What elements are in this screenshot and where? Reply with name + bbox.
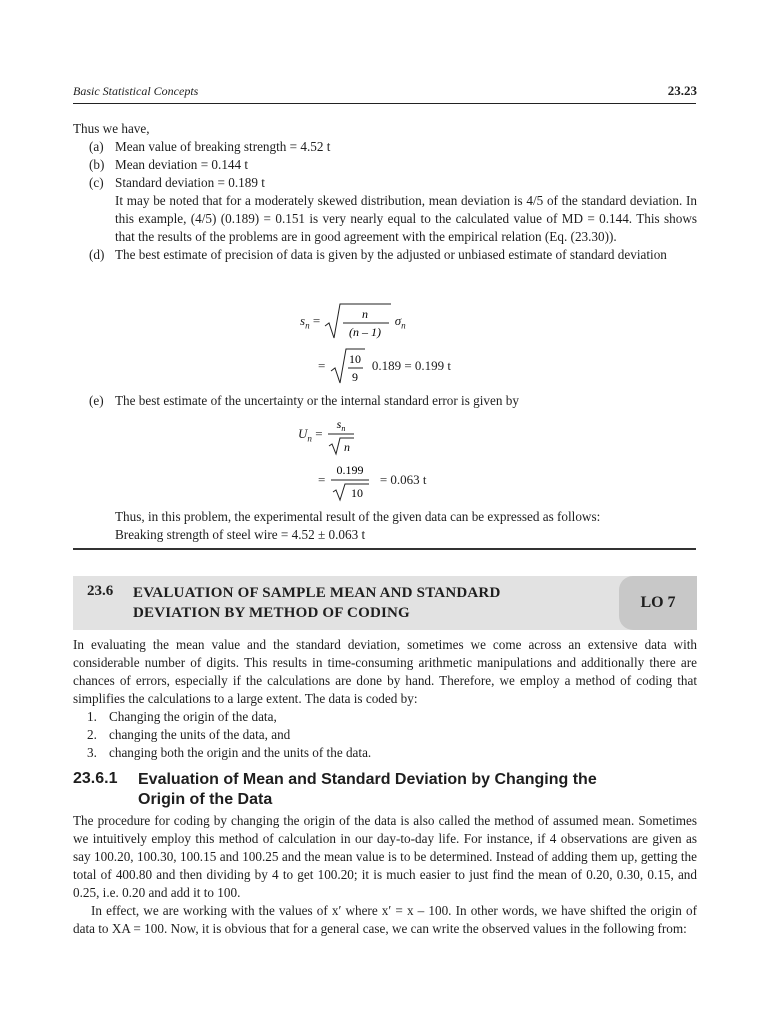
conclusion-line: Thus, in this problem, the experimental result of the given data can be expressed as follows: — [115, 509, 601, 524]
sqrt-sign-icon — [323, 302, 391, 342]
item-text: The best estimate of precision of data is given by the adjusted or unbiased estimate of standard deviation — [115, 247, 667, 262]
item-text: Standard deviation = 0.189 t — [115, 175, 265, 190]
coding-list-item-2: 2. changing the units of the data, and — [87, 727, 291, 742]
result-item-b — [73, 156, 697, 174]
svg-text:(n – 1): (n – 1) — [349, 325, 382, 339]
item-text: Mean deviation = 0.144 t — [115, 157, 249, 172]
skewness-note: It may be noted that for a moderately skewed distribution, mean deviation is 4/5 of the standard deviation. In this example, (4/5) (0.189) = 0.151 is very nearly equal to the calculated value of MD = 0.144. This shows that the results of the problems are in good agreement with the empirical relation (Eq. (23.30)). — [115, 193, 697, 244]
running-title: Basic Statistical Concepts — [73, 84, 199, 98]
result-item-e — [73, 392, 739, 410]
eq-sigma: $\sigma_n$ — [394, 312, 406, 331]
coding-list-item-1: 1. Changing the origin of the data, — [87, 709, 277, 724]
page-number: 23.23 — [667, 83, 697, 98]
item-label: (e) — [89, 393, 104, 408]
section-title: EVALUATION OF SAMPLE MEAN AND STANDARD DEVIATION BY METHOD OF CODING — [133, 585, 501, 621]
conclusion — [73, 508, 697, 544]
equation-sn: $s_n$ = n (n – 1) $\sigma_n$ — [300, 302, 406, 342]
item-text: Mean value of breaking strength = 4.52 t — [115, 139, 331, 154]
result-item-d — [73, 246, 697, 264]
equation-un: $U_n$ = $s_n$ n — [298, 414, 356, 456]
svg-text:0.199: 0.199 — [336, 463, 364, 477]
eq-lhs: $s_n$ — [300, 312, 310, 331]
item-label: (d) — [89, 247, 105, 262]
item-label: (b) — [89, 157, 105, 172]
eq-value: 0.189 = 0.199 t — [371, 357, 452, 373]
results-block — [73, 120, 697, 264]
subsection-paragraph-2: In effect, we are working with the values of x′ where x′ = x – 100. In other words, we have shifted the origin of data to XA = 100. Now, it is obvious that for a general case, we can write the observed values in the following from: — [73, 903, 697, 936]
svg-text:9: 9 — [351, 370, 358, 384]
section-number: 23.6 — [87, 583, 114, 599]
result-item-c — [73, 174, 697, 192]
section-body — [73, 636, 697, 762]
svg-text:10: 10 — [350, 486, 363, 500]
header-rule — [73, 103, 696, 104]
section-paragraph: In evaluating the mean value and the standard deviation, sometimes we come across an extensive data with considerable number of digits. This results in time-consuming arithmetic manipulations and additionally there are chances of errors, especially if the calculations are done by hand. Therefore, we employ a method of coding that simplifies the calculations to a large extent. The data is coded by: — [73, 637, 697, 706]
fraction-sqrt-icon — [329, 460, 371, 502]
subsection-title: Evaluation of Mean and Standard Deviation by Changing the Origin of the Data — [138, 771, 597, 808]
coding-list-item-3: 3. changing both the origin and the units of the data. — [87, 745, 372, 760]
sqrt-sign-icon — [329, 347, 365, 387]
svg-text:sn: $s_n$ — [336, 417, 346, 433]
svg-text:n: n — [343, 440, 350, 454]
equation-un-value: = 0.199 10 = 0.063 t — [318, 460, 427, 502]
fraction-sqrt-icon — [326, 414, 356, 456]
item-label: (c) — [89, 175, 104, 190]
intro-lead: Thus we have, — [73, 121, 150, 136]
result-item-a — [73, 138, 697, 156]
eq-lhs: $U_n$ — [298, 425, 312, 444]
subsection-paragraph-1: The procedure for coding by changing the origin of the data is also called the method of assumed mean. Sometimes we intuitively employ this method of calculation in our day-to-day life. For instance, if 4 observations are given as say 100.20, 100.30, 100.15 and 100.25 and the mean value is to be determined. Instead of adding them up, getting the total of 400.80 and then dividing by 4 to get 100.20; it is much easier to just find the mean of 0.20, 0.30, 0.15, and 0.25, i.e. 0.20 and add it to 100. — [73, 813, 697, 900]
svg-text:10: 10 — [348, 352, 361, 366]
learning-objective-badge: LO 7 — [619, 576, 697, 630]
section-divider — [73, 548, 696, 550]
subsection-body — [73, 812, 697, 938]
svg-text:n: n — [362, 307, 369, 321]
subsection-number: 23.6.1 — [73, 770, 118, 787]
item-label: (a) — [89, 139, 104, 154]
conclusion-result: Breaking strength of steel wire = 4.52 ± 0.063 t — [115, 527, 366, 542]
item-text: The best estimate of the uncertainty or the internal standard error is given by — [115, 393, 519, 408]
equation-sn-value: = 10 9 0.189 = 0.199 t — [318, 347, 451, 387]
eq-value: = 0.063 t — [379, 471, 427, 487]
